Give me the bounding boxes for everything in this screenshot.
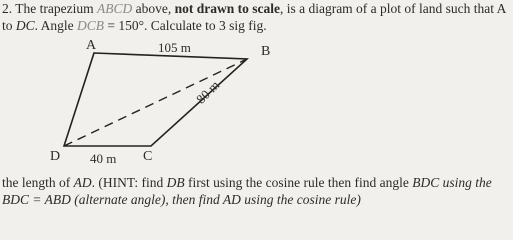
- side-dc-length: 40 m: [90, 151, 117, 166]
- question-text: . Angle: [34, 18, 78, 33]
- question-text: . (HINT: find: [91, 175, 167, 190]
- angle-equation: BDC = ABD: [2, 192, 71, 207]
- question-text: first using the cosine rule then find angle: [184, 175, 413, 190]
- question-text: using the cosine rule): [240, 192, 361, 207]
- question-text: using the: [439, 175, 492, 190]
- question-line-3: [2, 175, 492, 191]
- question-text: the length of: [2, 175, 74, 190]
- side-ad-ref: AD: [73, 175, 92, 190]
- question-line-4: [2, 192, 361, 208]
- question-text: 2. The trapezium: [2, 1, 97, 16]
- question-text: above,: [132, 1, 175, 16]
- side-ab-length: 105 m: [158, 40, 191, 55]
- vertex-d-label: D: [50, 149, 61, 164]
- vertex-a-label: A: [86, 38, 97, 53]
- side-dc-ref: DC: [15, 18, 35, 33]
- question-text: , then find: [165, 192, 223, 207]
- side-db-ref: DB: [166, 175, 185, 190]
- emphasis-text: not drawn to scale: [174, 1, 280, 16]
- diagonal-db: [64, 59, 247, 146]
- angle-bdc-ref: BDC: [412, 175, 440, 190]
- question-text: , is a diagram of a plot of land such that A: [279, 1, 507, 16]
- alternate-angle-note: (alternate angle): [70, 192, 166, 207]
- question-text: to: [2, 18, 16, 33]
- trapezium-name: ABCD: [96, 1, 133, 16]
- side-cb-length: 80 m: [193, 77, 223, 107]
- vertex-c-label: C: [143, 149, 153, 164]
- question-text: = 150°. Calculate to 3 sig fig.: [104, 18, 267, 33]
- vertex-b-label: B: [261, 44, 271, 59]
- angle-ref: DCB: [77, 18, 105, 33]
- side-ad-ref: AD: [222, 192, 241, 207]
- trapezium-outline: [64, 53, 247, 146]
